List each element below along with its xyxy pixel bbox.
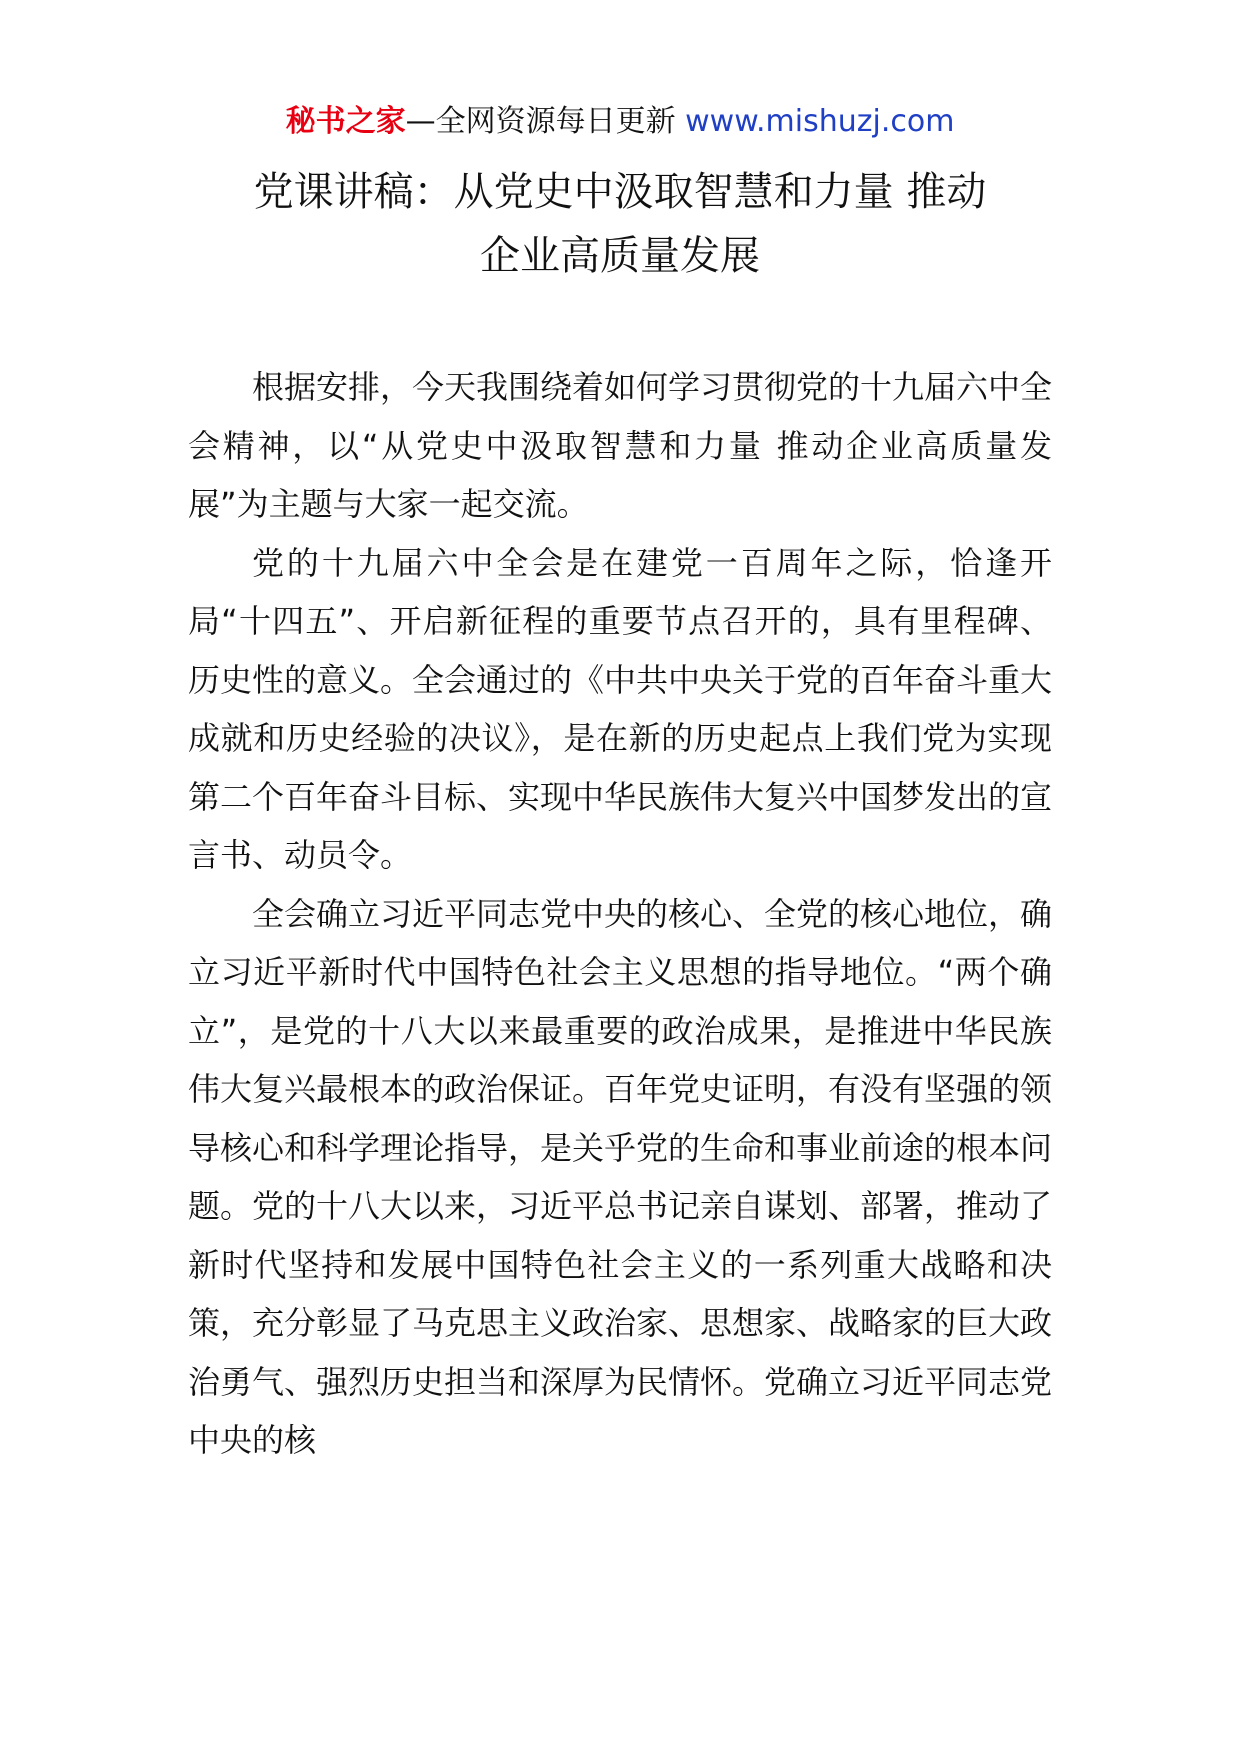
site-header xyxy=(0,100,1240,144)
document-body xyxy=(188,358,1052,1470)
site-url-link[interactable]: www.mishuzj.com xyxy=(685,104,955,139)
paragraph-1: 根据安排，今天我围绕着如何学习贯彻党的十九届六中全会精神，以“从党史中汲取智慧和力量 推动企业高质量发展”为主题与大家一起交流。 xyxy=(188,368,1053,523)
header-tagline: —全网资源每日更新 xyxy=(405,104,676,139)
document-title xyxy=(150,160,1090,288)
brand-name: 秘书之家 xyxy=(285,104,406,139)
title-line-2: 企业高质量发展 xyxy=(480,233,760,279)
paragraph-3: 全会确立习近平同志党中央的核心、全党的核心地位，确立习近平新时代中国特色社会主义思想的指导地位。“两个确立”，是党的十八大以来最重要的政治成果，是推进中华民族伟大复兴最根本的政治保证。百年党史证明，有没有坚强的领导核心和科学理论指导，是关乎党的生命和事业前途的根本问题。党的十八大以来，习近平总书记亲自谋划、部署，推动了新时代坚持和发展中国特色社会主义的一系列重大战略和决策，充分彰显了马克思主义政治家、思想家、战略家的巨大政治勇气、强烈历史担当和深厚为民情怀。党确立习近平同志党中央的核 xyxy=(188,894,1053,1459)
title-line-1: 党课讲稿：从党史中汲取智慧和力量 推动 xyxy=(253,169,987,215)
paragraph-2: 党的十九届六中全会是在建党一百周年之际，恰逢开局“十四五”、开启新征程的重要节点召开的，具有里程碑、历史性的意义。全会通过的《中共中央关于党的百年奋斗重大成就和历史经验的决议》，是在新的历史起点上我们党为实现第二个百年奋斗目标、实现中华民族伟大复兴中国梦发出的宣言书、动员令。 xyxy=(188,543,1053,874)
